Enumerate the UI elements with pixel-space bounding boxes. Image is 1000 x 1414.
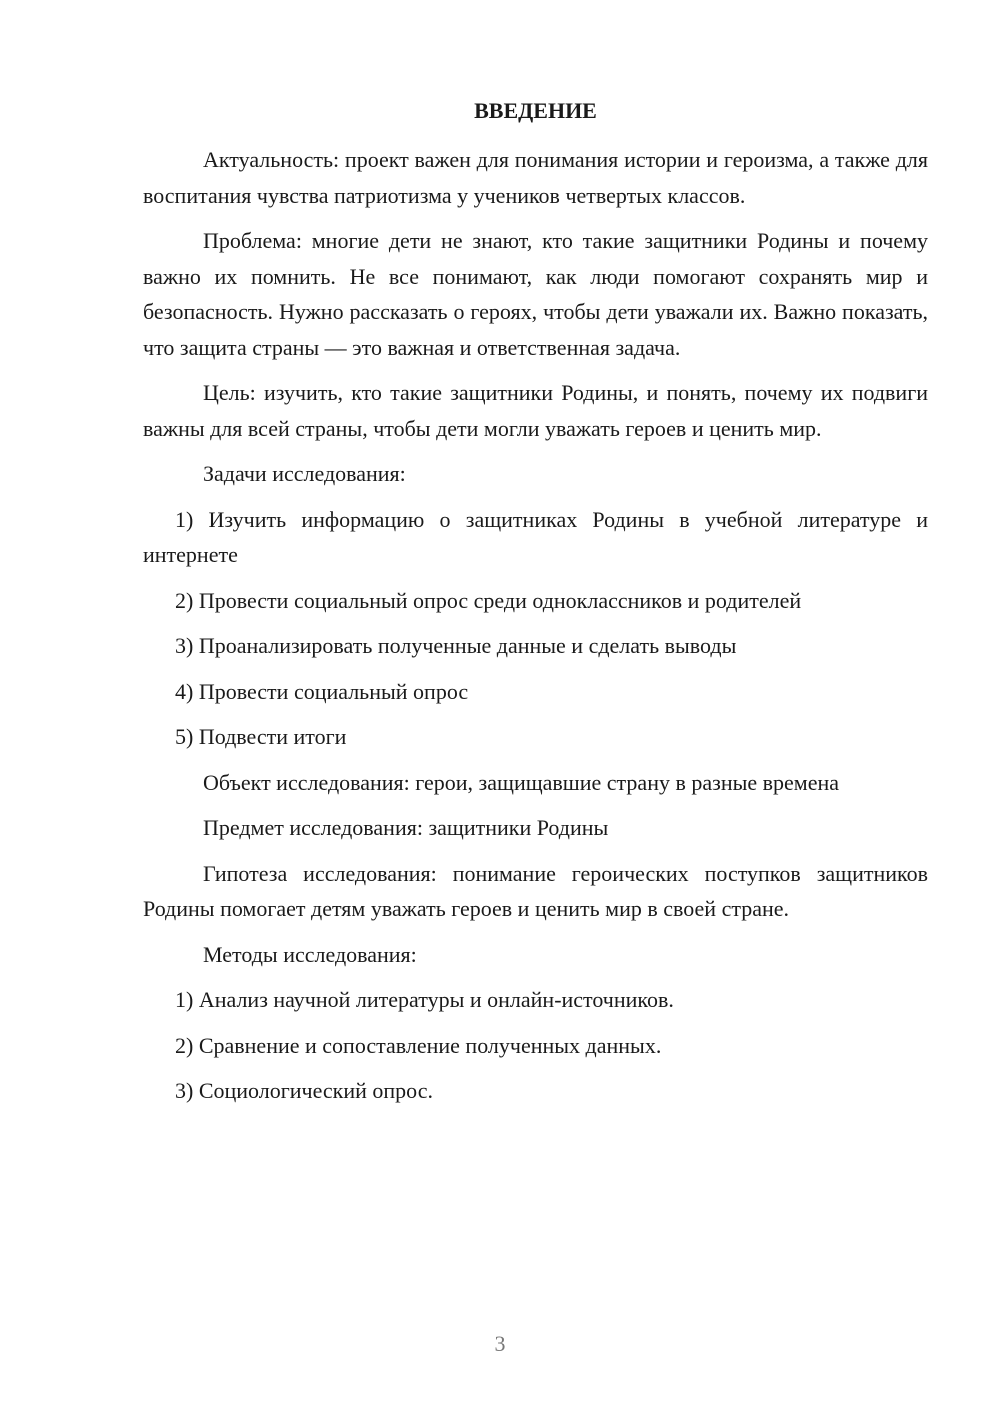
method-item-2: 2) Сравнение и сопоставление полученных данных. [175,1032,662,1058]
relevance-paragraph: Актуальность: проект важен для понимания истории и героизма, а также для воспитания чувства патриотизма у учеников четвертых классов. [143,147,928,208]
method-item-3: 3) Социологический опрос. [175,1078,433,1103]
problem-paragraph: Проблема: многие дети не знают, кто такие защитники Родины и почему важно их помнить. Не все понимают, как люди помогают сохранять мир и безопасность. Нужно рассказать о героях, чтобы дети уважали их. Важно показать, что защита страны — это важная и ответственная задача. [143,228,928,360]
task-item-4: 4) Провести социальный опрос [175,678,469,704]
tasks-heading: Задачи исследования: [203,461,406,486]
task-item-5: 5) Подвести итоги [175,724,347,749]
task-item-3: 3) Проанализировать полученные данные и сделать выводы [175,633,737,658]
task-item-1: 1) Изучить информацию о защитниках Родины в учебной литературе и интернете [143,506,928,567]
task-item-2: 2) Провести социальный опрос среди одноклассников и родителей [175,587,802,613]
research-object: Объект исследования: герои, защищавшие страну в разные времена [203,769,840,795]
document-body [143,142,928,1119]
page-title: ВВЕДЕНИЕ [474,98,597,123]
method-item-1: 1) Анализ научной литературы и онлайн-источников. [175,987,674,1012]
goal-paragraph: Цель: изучить, кто такие защитники Родины, и понять, почему их подвиги важны для всей страны, чтобы дети могли уважать героев и ценить мир. [143,380,928,441]
research-subject: Предмет исследования: защитники Родины [203,815,609,840]
methods-heading: Методы исследования: [203,941,417,967]
page-number: 3 [494,1331,506,1356]
research-hypothesis: Гипотеза исследования: понимание героических поступков защитников Родины помогает детям уважать героев и ценить мир в своей стране. [143,860,928,921]
